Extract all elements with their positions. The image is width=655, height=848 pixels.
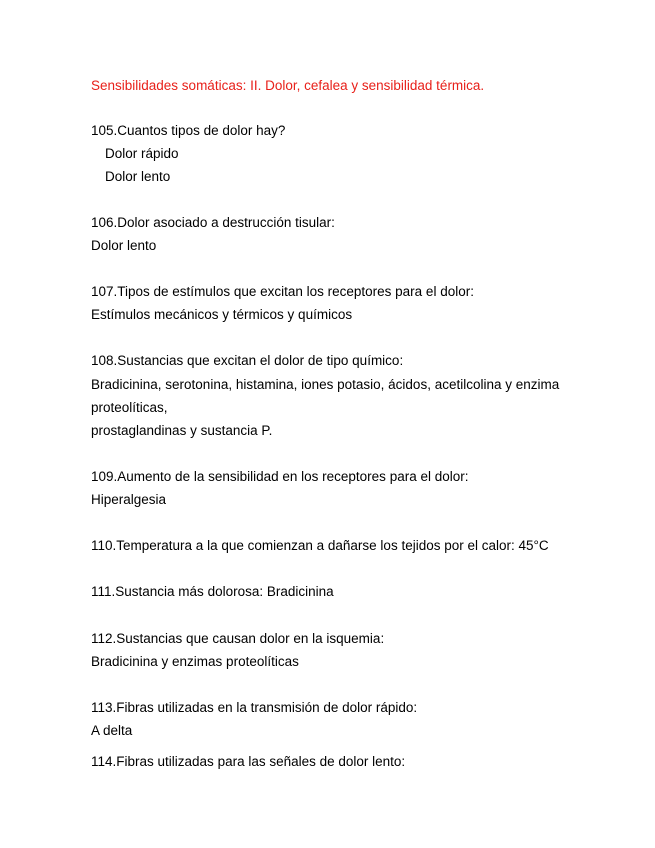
question-110: 110.Temperatura a la que comienzan a dañarse los tejidos por el calor: 45°C [91,538,549,553]
question-106: 106.Dolor asociado a destrucción tisular: [91,215,335,230]
answer-107: Estímulos mecánicos y térmicos y químicos [91,307,353,322]
document-title: Sensibilidades somáticas: II. Dolor, cefalea y sensibilidad térmica. [91,78,485,93]
question-107: 107.Tipos de estímulos que excitan los receptores para el dolor: [91,284,474,299]
answer-108-1: Bradicinina, serotonina, histamina, iones potasio, ácidos, acetilcolina y enzima [91,377,560,392]
question-109: 109.Aumento de la sensibilidad en los receptores para el dolor: [91,469,469,484]
question-108: 108.Sustancias que excitan el dolor de tipo químico: [91,353,404,368]
answer-112: Bradicinina y enzimas proteolíticas [91,654,299,669]
answer-105-1: Dolor rápido [105,146,179,161]
question-114: 114.Fibras utilizadas para las señales de dolor lento: [91,754,406,769]
question-112: 112.Sustancias que causan dolor en la isquemia: [91,631,385,646]
answer-106: Dolor lento [91,238,157,253]
question-113: 113.Fibras utilizadas en la transmisión de dolor rápido: [91,700,418,715]
answer-105-2: Dolor lento [105,169,171,184]
question-111: 111.Sustancia más dolorosa: Bradicinina [91,584,334,599]
answer-108-3: prostaglandinas y sustancia P. [91,423,273,438]
answer-109: Hiperalgesia [91,492,167,507]
answer-108-2: proteolíticas, [91,400,168,415]
question-105: 105.Cuantos tipos de dolor hay? [91,123,286,138]
answer-113: A delta [91,723,133,738]
